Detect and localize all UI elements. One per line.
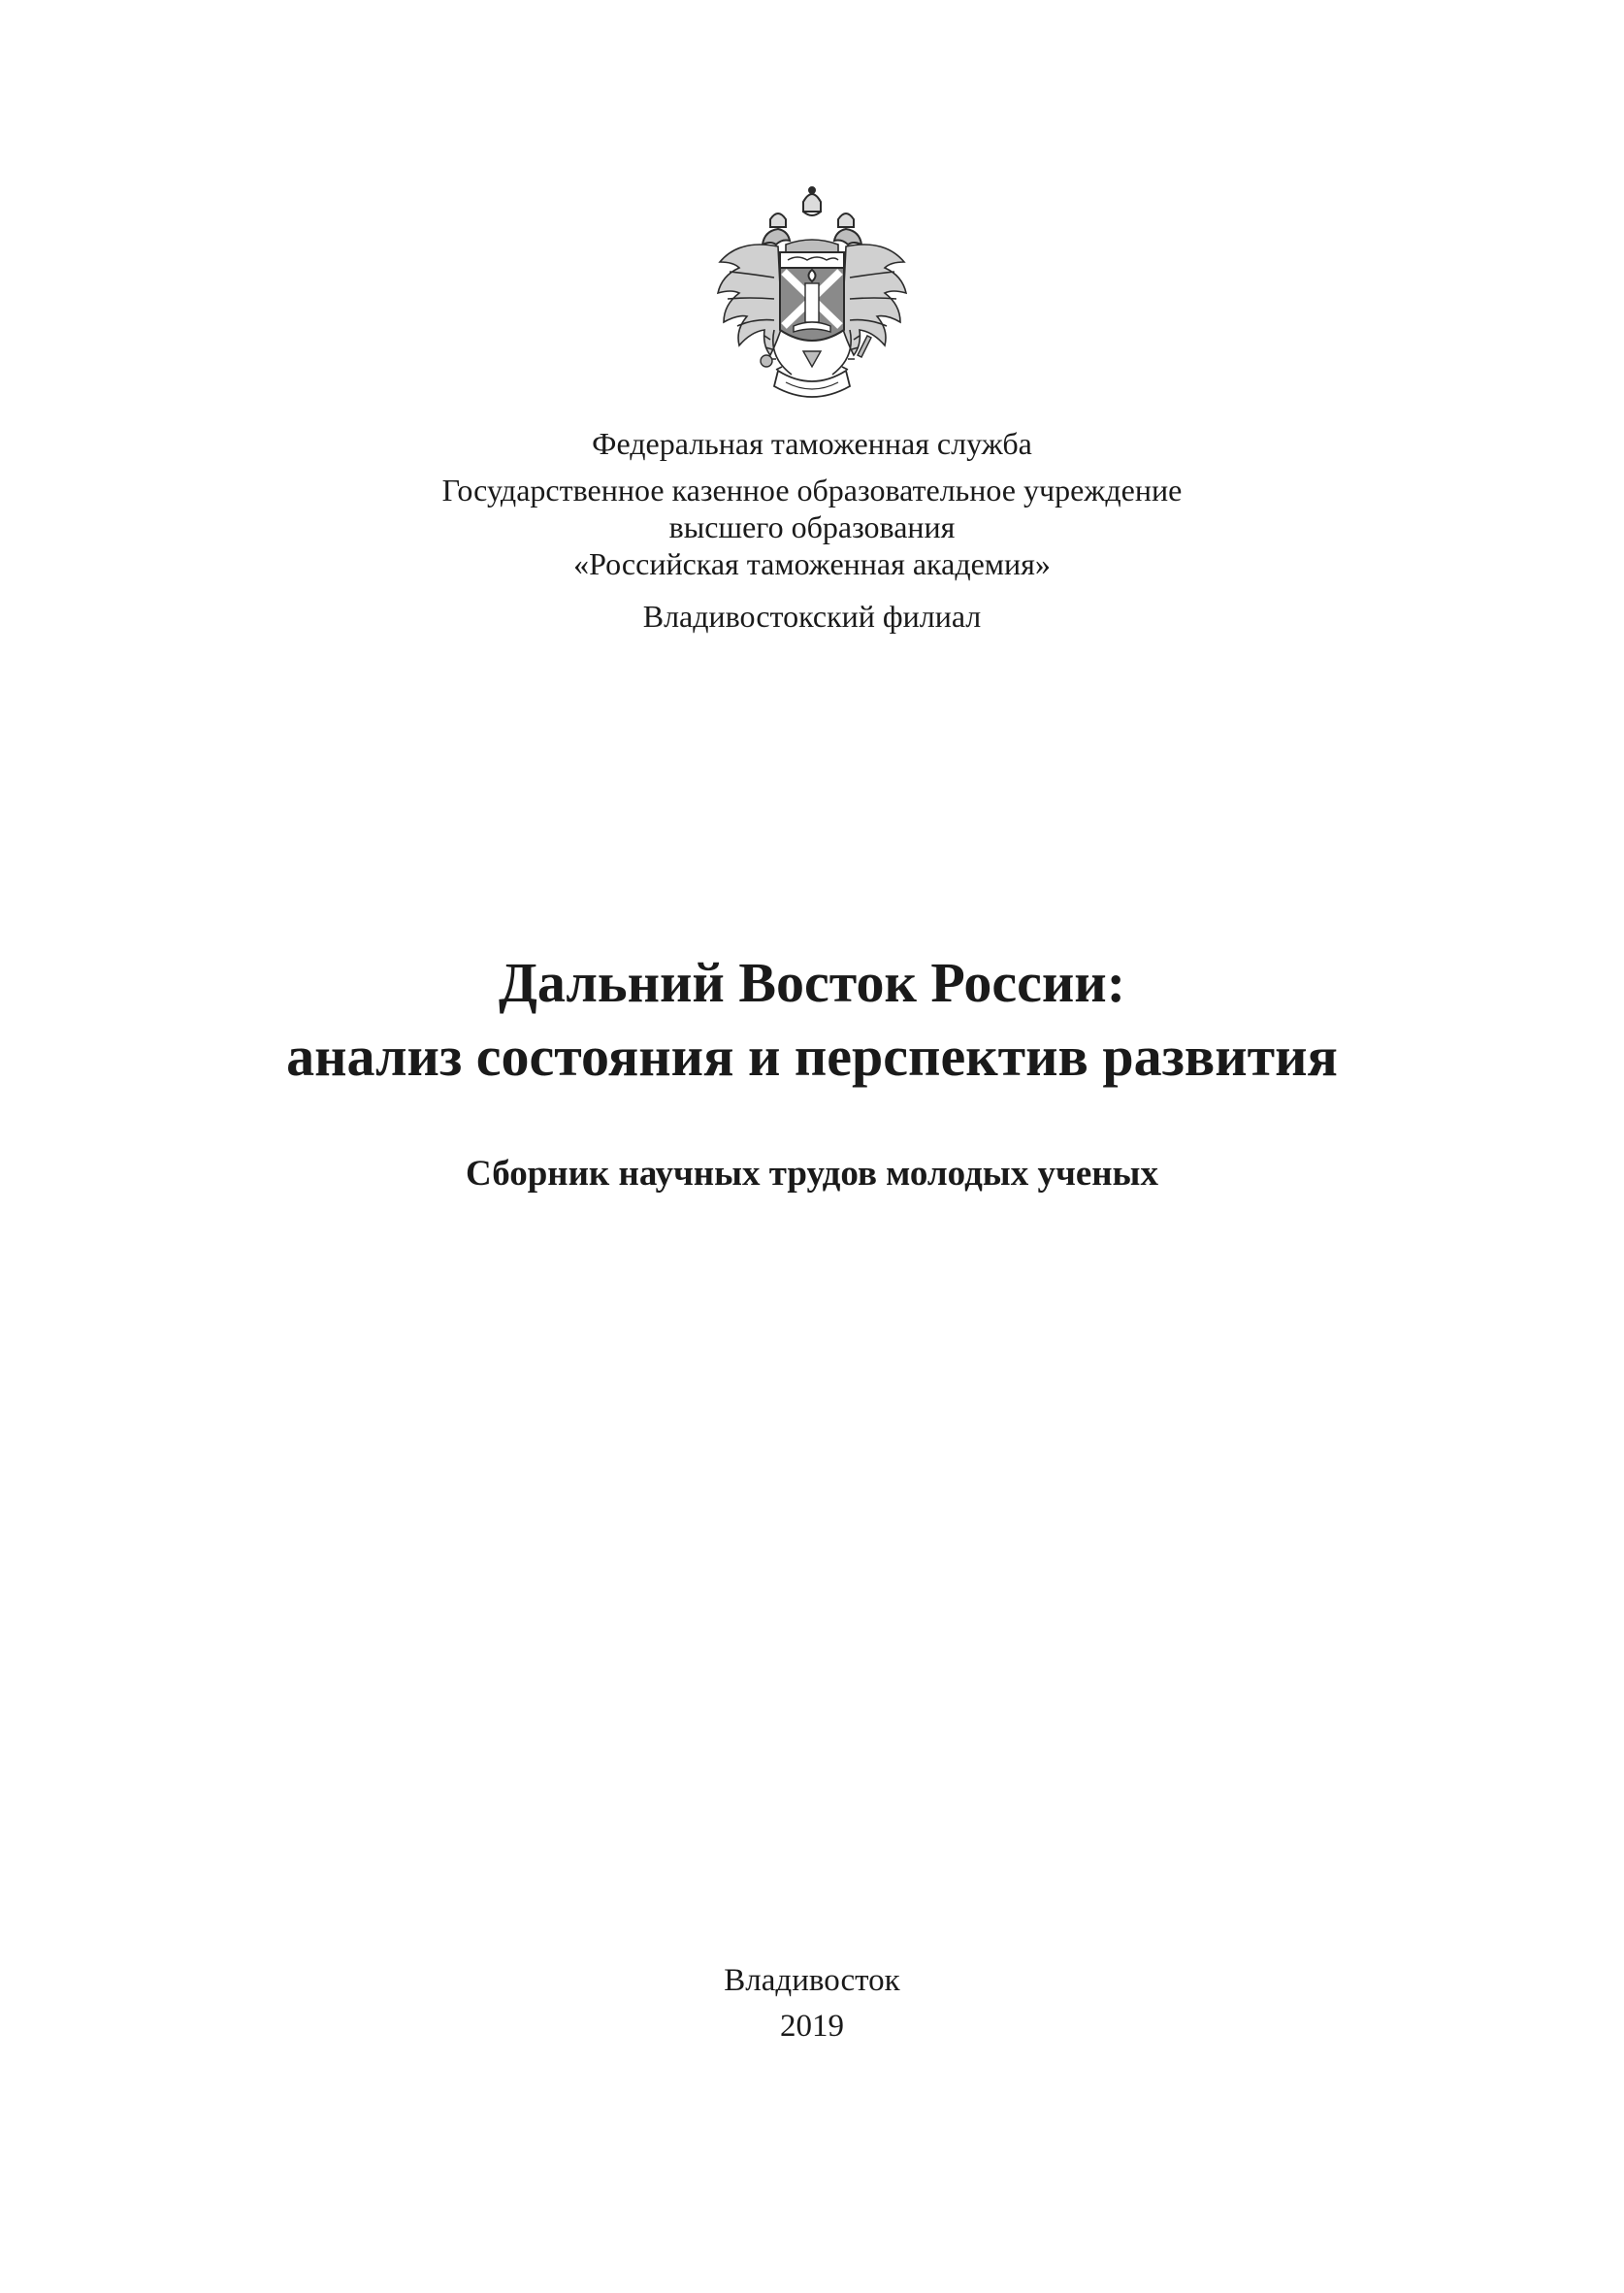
imprint-city: Владивосток (724, 1963, 900, 1998)
document-title (0, 946, 1624, 1094)
academy-name: «Российская таможенная академия» (573, 546, 1051, 581)
title-line-2: анализ состояния и перспектив развития (286, 1025, 1338, 1088)
title-line-1: Дальний Восток России: (498, 951, 1126, 1014)
imprint-year: 2019 (780, 2009, 844, 2044)
branch-name: Владивостокский филиал (642, 599, 982, 634)
document-subtitle: Сборник научных трудов молодых ученых (466, 1154, 1158, 1194)
imprint (0, 1958, 1624, 2049)
double-headed-eagle-emblem-icon (710, 184, 914, 408)
institution-line-1: Государственное казенное образовательное учреждение (441, 473, 1183, 508)
institution-line-2: высшего образования (668, 509, 956, 544)
service-name: Федеральная таможенная служба (592, 426, 1032, 461)
organization-block (0, 425, 1624, 635)
